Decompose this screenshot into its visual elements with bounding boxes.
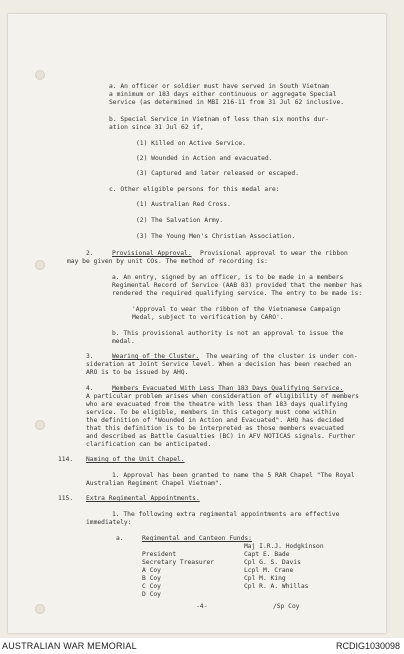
para-b-line-1: b. Special Service in Vietnam of less than six months dur-: [109, 116, 329, 123]
section-115-line-2: immediately:: [86, 519, 132, 526]
para-c-item-1: (1) Australian Red Cross.: [136, 201, 231, 208]
appointment-role: President: [142, 551, 177, 558]
para-4-line-3: service. To be eligible, members in this category must come within: [86, 409, 337, 416]
punch-hole: [35, 604, 45, 614]
appointment-name: Cpl M. King: [244, 575, 286, 582]
para-2b-line-2: medal.: [112, 338, 135, 345]
para-2-line-1: Provisional approval to wear the ribbon: [200, 250, 348, 257]
para-a-line-2: a minimum or 183 days either continuous or aggregate Special: [109, 91, 337, 98]
para-2a-quote-2: Medal, subject to verification by CARO'.: [132, 314, 284, 321]
archive-footer: [0, 640, 404, 654]
page-number: -4-: [196, 603, 208, 610]
para-4-line-5: that this definition is to be interpreted as those members evacuated: [86, 425, 344, 432]
page-continuation: /Sp Coy: [273, 603, 300, 610]
para-2-line-2: may be given by unit COs. The method of recording is:: [67, 258, 268, 265]
para-c-item-3: (3) The Young Men's Christian Association.: [136, 233, 296, 240]
para-4-heading: Members Evacuated With Less Than 183 Days Qualifying Service.: [112, 385, 344, 392]
para-4-line-2: who are evacuated from the theatre with less than 183 days qualifying: [86, 401, 348, 408]
para-4-number: 4.: [86, 385, 94, 392]
archive-name: AUSTRALIAN WAR MEMORIAL: [2, 641, 137, 651]
para-2a-line-1: a. An entry, signed by an officer, is to be made in a members: [112, 274, 344, 281]
para-2a-line-2: Regimental Record of Service (AAB 83) provided that the member has: [112, 282, 363, 289]
para-c-line: c. Other eligible persons for this medal are:: [109, 186, 280, 193]
appointment-name: Cpl G. S. Davis: [244, 559, 301, 566]
archive-id: RCDIG1030098: [335, 641, 400, 651]
appointment-role: D Coy: [142, 591, 161, 598]
para-3-heading: Wearing of the Cluster.: [112, 353, 200, 360]
appointment-role: A Coy: [142, 567, 161, 574]
punch-hole: [35, 70, 45, 80]
para-a-line-1: a. An officer or soldier must have served in South Vietnam: [109, 83, 329, 90]
para-4-line-1: A particular problem arises when consideration of eligibility of members: [86, 393, 359, 400]
section-115-a-label: a.: [116, 535, 124, 542]
punch-hole: [35, 420, 45, 430]
para-3-line-3: ARO is to be issued by AHQ.: [86, 369, 189, 376]
section-114-number: 114.: [58, 456, 74, 463]
section-114-line-1: 1. Approval has been granted to name the 5 RAR Chapel "The Royal: [112, 472, 355, 479]
section-114-line-2: Australian Regiment Chapel Vietnam".: [86, 480, 223, 487]
appointment-name: Capt E. Bade: [244, 551, 290, 558]
para-b-item-1: (1) Killed on Active Service.: [136, 140, 246, 147]
para-4-line-4: the definition of "Wounded in Action and Evacuated". AHQ has decided: [86, 417, 344, 424]
punch-hole: [35, 260, 45, 270]
para-2a-line-3: rendered the required qualifying service. The entry to be made is:: [112, 290, 363, 297]
appointment-role: B Coy: [142, 575, 161, 582]
section-115-number: 115.: [58, 495, 74, 502]
para-b-item-2: (2) Wounded in Action and evacuated.: [136, 155, 273, 162]
para-2-number: 2.: [86, 250, 94, 257]
appointment-name: Lcpl M. Crane: [244, 567, 294, 574]
section-115-heading: Extra Regimental Appointments.: [86, 495, 200, 502]
section-115-line-1: 1. The following extra regimental appointments are effective: [112, 511, 340, 518]
para-c-item-2: (2) The Salvation Army.: [136, 217, 224, 224]
appointment-role: Secretary Treasurer: [142, 559, 215, 566]
appointment-name: Maj I.R.J. Hodgkinson: [244, 543, 324, 550]
para-3-line-2: sideration at Joint Service level. When a decision has been reached an: [86, 361, 352, 368]
section-114-heading: Naming of the Unit Chapel.: [86, 456, 185, 463]
para-4-line-6: and described as Battle Casualties (BC) in AFV NOTICAS signals. Further: [86, 433, 356, 440]
para-b-item-3: (3) Captured and later released or escaped.: [136, 170, 300, 177]
appointment-role: C Coy: [142, 583, 161, 590]
para-b-line-2: ation since 31 Jul 62 if,: [109, 124, 204, 131]
para-2b-line-1: b. This provisional authority is not an approval to issue the: [112, 330, 344, 337]
para-3-number: 3.: [86, 353, 94, 360]
para-2a-quote-1: 'Approval to wear the ribbon of the Vietnamese Campaign: [132, 306, 341, 313]
para-2-heading: Provisional Approval.: [112, 250, 192, 257]
para-a-line-3: Service (as determined in MBI 216-11 from 31 Jul 62 inclusive.: [109, 99, 345, 106]
para-3-line-1: The wearing of the cluster is under con-: [206, 353, 358, 360]
appointment-name: Cpl R. A. Whillas: [244, 583, 309, 590]
section-115-a-heading: Regimental and Canteon Funds:: [142, 535, 252, 542]
para-4-line-7: clarification can be anticipated.: [86, 441, 212, 448]
